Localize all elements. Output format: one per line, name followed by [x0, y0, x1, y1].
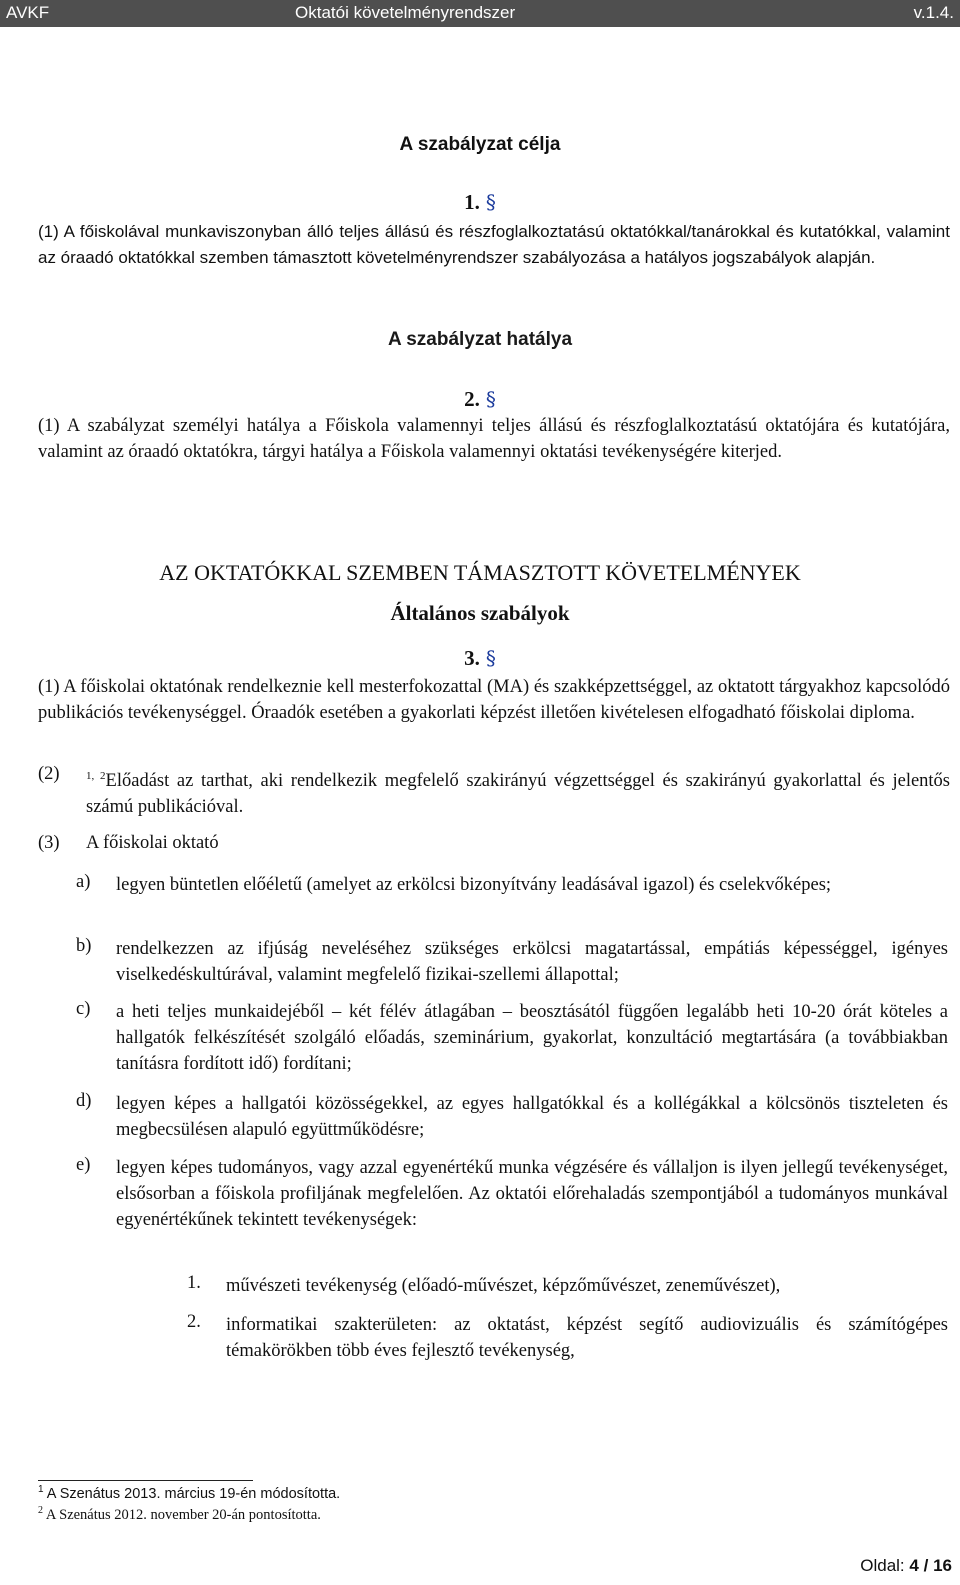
section-number: 2. — [464, 387, 480, 411]
list-item: legyen képes a hallgatói közösségekkel, az egyes hallgatókkal és a kollégákkal a kölcsönös tiszteleten és megbecsülésen alapuló együttműködésre; — [116, 1094, 948, 1140]
section3-paragraph-2 — [86, 764, 950, 820]
list-item: a heti teljes munkaidejéből – két félév átlagában – beosztásától függően legalább heti 10-20 órát köteles a hallgatók felkészítését szolgáló előadás, szeminárium, gyakorlat, konzultáció megtartására (a továbbiakban tanításra fordított idő) fordítani; — [116, 1002, 948, 1074]
section3-paragraph-1: (1) A főiskolai oktatónak rendelkeznie kell mesterfokozattal (MA) és szakképzettséggel, az oktatott tárgyakhoz kapcsolódó publikációs tevékenységgel. Óraadók esetében a gyakorlati képzést illetően kivételesen elfogadható főiskolai diploma. — [38, 677, 950, 723]
part-subtitle: Általános szabályok — [390, 601, 570, 625]
sub-list-item: informatikai szakterületen: az oktatást, képzést segítő audiovizuális és számítógépes témakörökben több éves fejlesztő tevékenység, — [226, 1315, 948, 1361]
footnote-1 — [38, 1484, 340, 1502]
section-number-3 — [0, 646, 960, 671]
list-item: legyen büntetlen előéletű (amelyet az erkölcsi bizonyítvány leadásával igazol) és cselekvőképes; — [116, 875, 832, 895]
page-separator: / — [923, 1556, 929, 1575]
list-item-letter: d) — [76, 1091, 92, 1111]
page-label: Oldal: — [860, 1556, 905, 1575]
header-org: AVKF — [6, 3, 50, 22]
section-number-1 — [0, 190, 960, 215]
page-total: 16 — [933, 1556, 952, 1575]
page-header — [0, 0, 960, 27]
section-number-2 — [0, 387, 960, 412]
section3-paragraph-2-text: Előadást az tarthat, aki rendelkezik megfelelő szakirányú végzettséggel és szakirányú gyakorlattal és jelentős számú publikációval. — [86, 771, 951, 817]
list-item: legyen képes tudományos, vagy azzal egyenértékű munka végzésére és vállaljon is ilyen jellegű tevékenységet, elsősorban a főiskola profiljának megfelelően. Az oktatói előrehaladás szempontjából a tudományos munkával egyenértékűnek tekintett tevékenységek: — [116, 1158, 948, 1230]
list-item-letter: b) — [76, 936, 92, 956]
section3-paragraph-3: A főiskolai oktató — [86, 833, 219, 853]
section-title-scope: A szabályzat hatálya — [387, 329, 573, 350]
section-number: 1. — [464, 190, 480, 214]
header-doc-title: Oktatói követelményrendszer — [295, 3, 516, 22]
list-item-letter: e) — [76, 1155, 91, 1175]
paragraph-sign-icon: § — [485, 646, 496, 670]
part-title: AZ OKTATÓKKAL SZEMBEN TÁMASZTOTT KÖVETELMÉNYEK — [159, 560, 801, 585]
footnote-mark: 1 — [38, 1484, 44, 1495]
footnote-separator — [38, 1480, 253, 1481]
footnote-mark: 2 — [38, 1505, 43, 1516]
sub-list-item-number: 2. — [187, 1312, 201, 1332]
section3-paragraph-3-label: (3) — [38, 833, 60, 853]
list-item-letter: c) — [76, 999, 91, 1019]
section1-paragraph-1: (1) A főiskolával munkaviszonyban álló teljes állású és részfoglalkoztatású oktatókkal/tanárokkal és kutatókkal, valamint az óraadó oktatókkal szemben támasztott követelményrendszer szabályozása a hatályos jogszabályok alapján. — [38, 222, 950, 267]
footnote-text: A Szenátus 2012. november 20-án pontosította. — [45, 1507, 321, 1523]
list-item-letter: a) — [76, 872, 91, 892]
section-number: 3. — [464, 646, 480, 670]
footnote-2 — [38, 1505, 321, 1524]
section3-paragraph-2-label: (2) — [38, 764, 60, 784]
paragraph-sign-icon: § — [485, 190, 496, 214]
page-current: 4 — [909, 1556, 919, 1575]
page-number — [860, 1556, 952, 1576]
section2-paragraph-1: (1) A szabályzat személyi hatálya a Főiskola valamennyi teljes állású és részfoglalkoztatású oktatójára és kutatójára, valamint az óraadó oktatókra, tárgyi hatálya a Főiskola valamennyi oktatási tevékenységére kiterjed. — [38, 416, 950, 462]
sub-list-item: művészeti tevékenység (előadó-művészet, képzőművészet, zeneművészet), — [226, 1276, 781, 1296]
section-title-purpose: A szabályzat célja — [399, 134, 561, 155]
sub-list-item-number: 1. — [187, 1273, 201, 1293]
list-item: rendelkezzen az ifjúság neveléséhez szükséges erkölcsi magatartással, empátiás képességgel, igényes viselkedéskultúrával, valamint megfelelő fizikai-szellemi állapottal; — [116, 939, 948, 985]
paragraph-sign-icon: § — [485, 387, 496, 411]
footnote-reference: 1, 2 — [86, 770, 106, 782]
header-version: v.1.4. — [913, 3, 954, 22]
footnote-text: A Szenátus 2013. március 19-én módosította. — [46, 1486, 341, 1502]
